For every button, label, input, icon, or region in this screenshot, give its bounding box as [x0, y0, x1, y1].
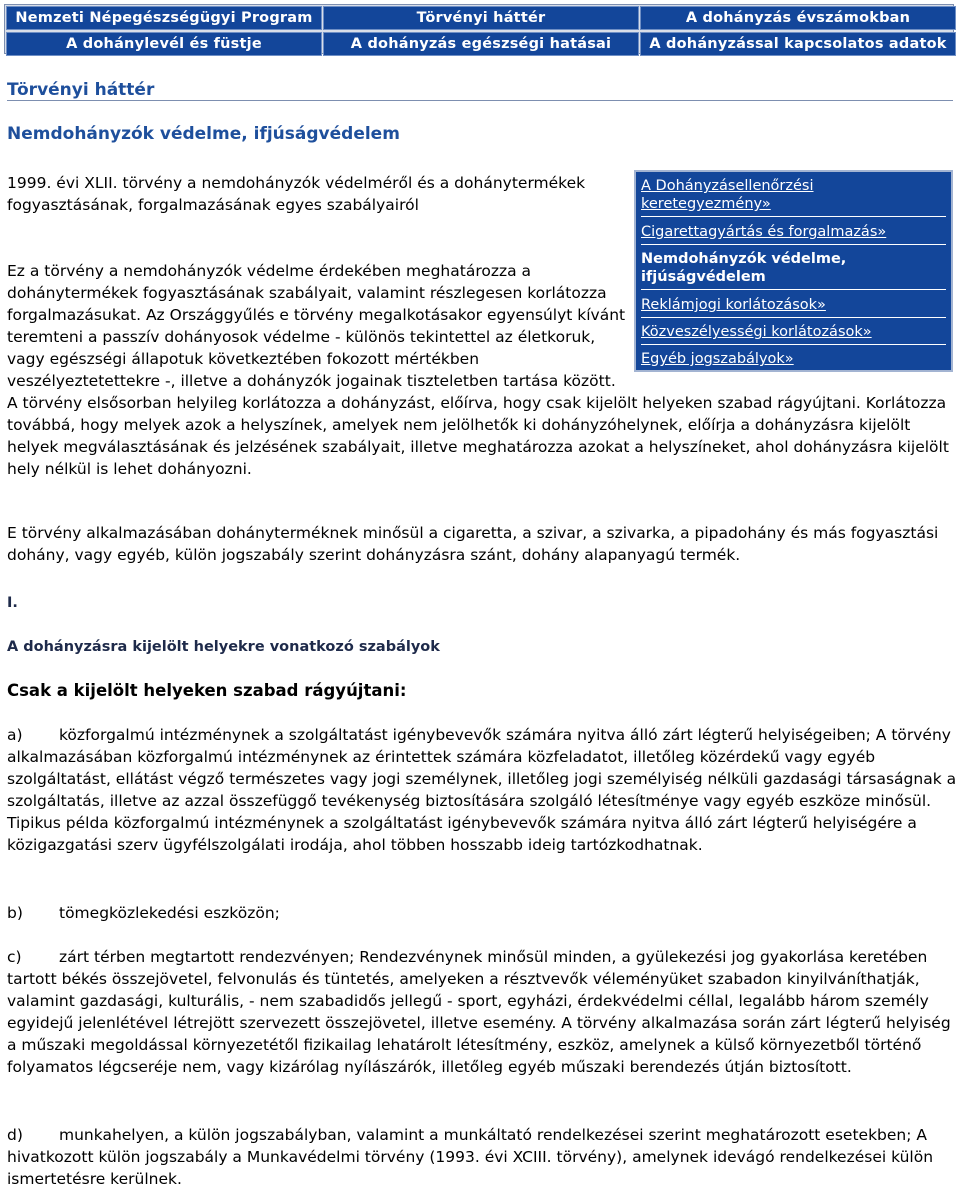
- sidebar-divider: [641, 244, 946, 245]
- item-text: munkahelyen, a külön jogszabályban, valamint a munkáltató rendelkezései szerint meghatározott esetekben; A hivatkozott külön jogszabály a Munkavédelmi törvény (1993. évi XCIII. törvény), amelynek idevágó rendelkezései külön ismertetésre kerülnek.: [7, 1126, 934, 1188]
- title-divider: [7, 100, 953, 101]
- item-label: d): [7, 1126, 23, 1144]
- nav-dohanylevel-es-fustje[interactable]: A dohánylevél és füstje: [6, 32, 322, 56]
- intro-text: Ez a törvény a nemdohányzók védelme érdekében meghatározza a dohánytermékek fogyasztásának szabályait, valamint részlegesen korlátozza forgalmazásukat. Az Országgyűlés e törvény megalkotásakor egyensúlyt kívánt teremteni a passzív dohányosok védelme - különös tekintettel az életkoruk, vagy egészségi állapotuk következtében fokozott mértékben veszélyeztetettekre -, illetve a dohányzók jogainak tiszteletben tartása között. A törvény elsősorban helyileg korlátozza a dohányzást, előírva, hogy csak kijelölt helyeken szabad rágyújtani. Korlátozza továbbá, hogy melyek azok a helyszínek, amelyek nem jelölhetők ki dohányzóhelynek, előírja a dohányzásra kijelölt helyek megválasztásának és jelzésének szabályait, illetve meghatározza azokat a helyszíneket, ahol dohányzásra kijelölt hely nélkül is lehet dohányozni.: [7, 262, 949, 478]
- sidebar-item-kozveszelyessegi[interactable]: Közveszélyességi korlátozások»: [641, 324, 872, 340]
- section-title: A dohányzásra kijelölt helyekre vonatkozó szabályok: [7, 639, 440, 655]
- item-text: tömegközlekedési eszközön;: [59, 904, 280, 922]
- nav-dohanyzas-egeszsegi-hatasai[interactable]: A dohányzás egészségi hatásai: [323, 32, 639, 56]
- sidebar-divider: [641, 216, 946, 217]
- item-label: b): [7, 904, 23, 922]
- sidebar-item-nemdohanyzok-vedelme[interactable]: Nemdohányzók védelme, ifjúságvédelem: [641, 251, 847, 285]
- sidebar-item-reklamjogi[interactable]: Reklámjogi korlátozások»: [641, 297, 826, 313]
- page-subtitle: Nemdohányzók védelme, ifjúságvédelem: [7, 124, 400, 144]
- law-title: 1999. évi XLII. törvény a nemdohányzók védelméről és a dohánytermékek fogyasztásának, forgalmazásának egyes szabályairól: [7, 174, 586, 214]
- lead-heading: Csak a kijelölt helyeken szabad rágyújtani:: [7, 681, 407, 700]
- item-label: c): [7, 948, 22, 966]
- list-item: [7, 1124, 957, 1190]
- intro-paragraph: [7, 260, 957, 480]
- item-label: a): [7, 726, 23, 744]
- sidebar-spacer: [627, 260, 957, 385]
- list-item: [7, 946, 957, 1078]
- nav-torvenyi-hatter[interactable]: Törvényi háttér: [323, 6, 639, 30]
- sidebar-item-keretegyezmeny[interactable]: A Dohányzásellenőrzési keretegyezmény»: [641, 178, 814, 212]
- definition-paragraph: E törvény alkalmazásában dohányterméknek minősül a cigaretta, a szivar, a szivarka, a pipadohány és más fogyasztási dohány, vagy egyéb, külön jogszabály szerint dohányzásra szánt, dohány alapanyagú termék.: [7, 524, 939, 564]
- top-navigation: [4, 4, 954, 54]
- nav-dohanyzassal-kapcsolatos-adatok[interactable]: A dohányzással kapcsolatos adatok: [640, 32, 956, 56]
- list-item: [7, 724, 957, 856]
- item-text: közforgalmú intézménynek a szolgáltatást igénybevevők számára nyitva álló zárt légterű helyiségeiben; A törvény alkalmazásában közforgalmú intézménynek az érintettek számára közfeladatot, illetőleg közérdekű vagy egyéb szolgáltatást, ellátást végző természetes vagy jogi személynek, illetőleg jogi személyiség nélküli gazdasági társaságnak a szolgáltatás, illetve az azzal összefüggő tevékenység biztosítására szolgáló létesítménye vagy egyéb eszköze minősül. Tipikus példa közforgalmú intézménynek a szolgáltatást igénybevevők számára nyitva álló zárt légterű helyiségére a közigazgatási szerv ügyfélszolgálati irodája, ahol többen hosszabb ideig tartózkodhatnak.: [7, 726, 957, 854]
- section-number: I.: [7, 595, 18, 611]
- sidebar-item-egyeb-jogszabalyok[interactable]: Egyéb jogszabályok»: [641, 351, 794, 367]
- sidebar-item-cigarettagyartas[interactable]: Cigarettagyártás és forgalmazás»: [641, 224, 887, 240]
- item-text: zárt térben megtartott rendezvényen; Rendezvénynek minősül minden, a gyülekezési jog gyakorlása keretében tartott békés összejövetel, felvonulás és tüntetés, amelyeken a résztvevők véleményüket szabadon kinyilváníthatják, valamint gazdasági, kulturális, - nem szabadidős jellegű - sport, egyházi, érdekvédelmi céllal, legalább három személy egyidejű jelenlétével létrejött szervezett összejövetel, illetve esemény. A törvény alkalmazása során zárt légterű helyiség a műszaki megoldással környezetétől fizikailag lehatárolt létesítmény, eszköz, amelynek a külső környezetből történő folyamatos légcseréje nem, vagy kizárólag nyílászárók, illetőleg egyéb műszaki berendezés útján biztosított.: [7, 948, 951, 1076]
- nav-dohanyzas-evszamokban[interactable]: A dohányzás évszámokban: [640, 6, 956, 30]
- page-title: Törvényi háttér: [7, 80, 155, 100]
- list-item: [7, 902, 957, 924]
- nav-nemzeti-nepegeszsegugyi-program[interactable]: Nemzeti Népegészségügyi Program: [6, 6, 322, 30]
